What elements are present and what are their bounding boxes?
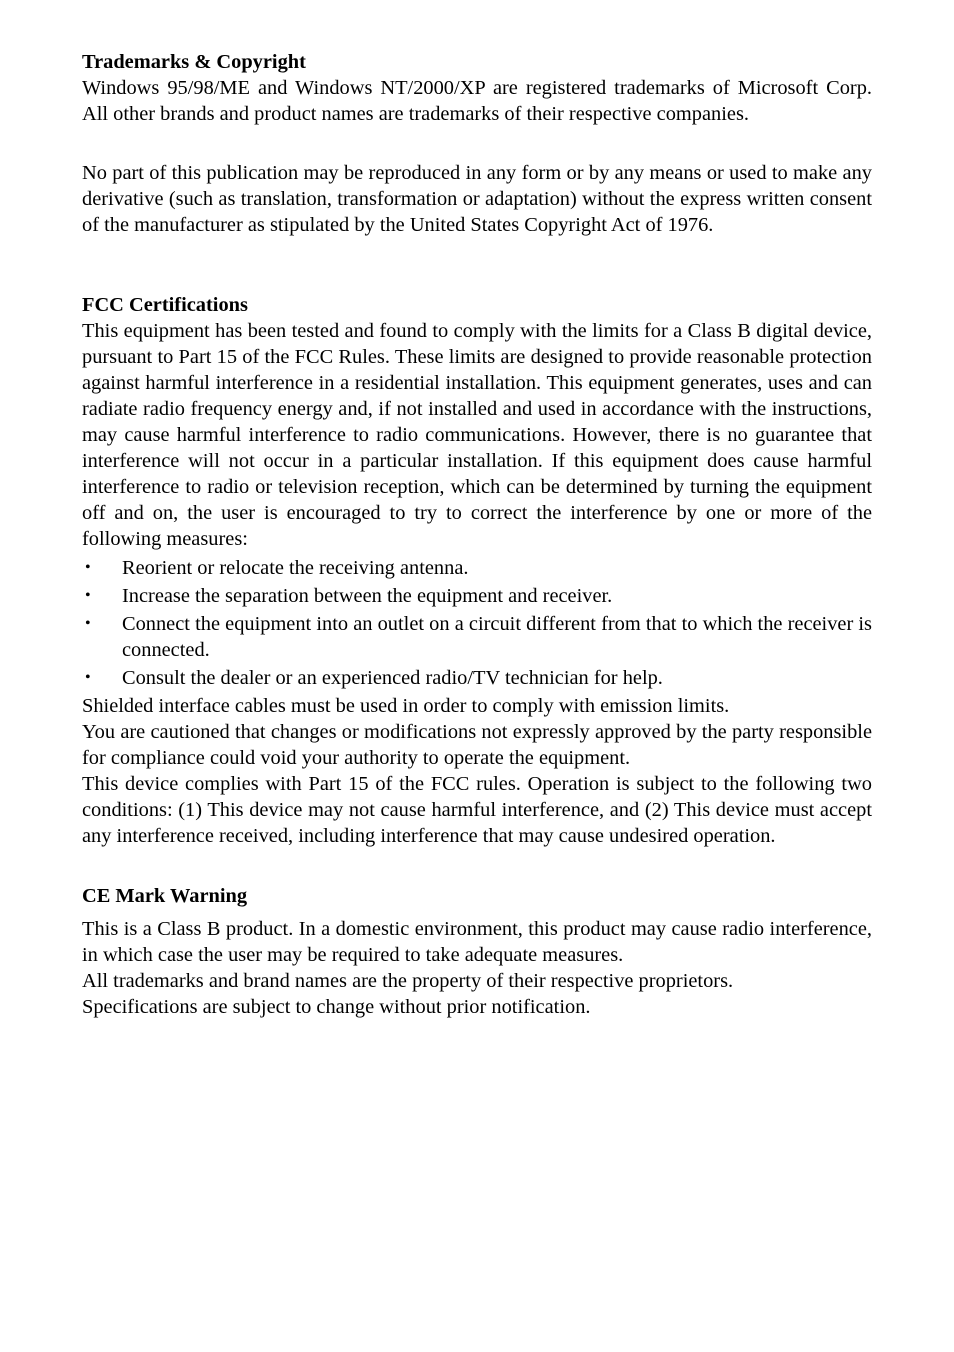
caution-paragraph: You are cautioned that changes or modifications not expressly approved by the party responsible for compliance could void your authority to operate the equipment. <box>82 721 872 770</box>
list-item <box>82 583 872 609</box>
list-item-text: Increase the separation between the equipment and receiver. <box>122 584 613 607</box>
fcc-intro-paragraph: This equipment has been tested and found to comply with the limits for a Class B digital device, pursuant to Part 15 of the FCC Rules. These limits are designed to provide reasonable protection against harmful interference in a residential installation. This equipment generates, uses and can radiate radio frequency energy and, if not installed and used in accordance with the instructions, may cause harmful interference to radio communications. However, there is no guarantee that interference will not occur in a particular installation. If this equipment does cause harmful interference to radio or television reception, which can be determined by turning the equipment off and on, the user is encouraged to try to correct the interference by one or more of the following measures: <box>82 319 872 551</box>
specifications-notice-paragraph: Specifications are subject to change without prior notification. <box>82 995 591 1018</box>
bullet-icon: • <box>85 586 91 604</box>
compliance-paragraph: This device complies with Part 15 of the FCC rules. Operation is subject to the following two conditions: (1) This device may not cause harmful interference, and (2) This device must accept any interference received, including interference that may cause undesired operation. <box>82 773 872 848</box>
fcc-measures-list <box>82 555 872 691</box>
copyright-paragraph: No part of this publication may be reproduced in any form or by any means or used to make any derivative (such as translation, transformation or adaptation) without the express written consent of the manufacturer as stipulated by the United States Copyright Act of 1976. <box>82 162 872 237</box>
trademarks-paragraph: Windows 95/98/ME and Windows NT/2000/XP are registered trademarks of Microsoft Corp. All other brands and product names are trademarks of their respective companies. <box>82 77 872 126</box>
list-item <box>82 555 872 581</box>
list-item-text: Connect the equipment into an outlet on a circuit different from that to which the receiver is connected. <box>122 612 872 661</box>
list-item <box>82 665 872 691</box>
ce-heading: CE Mark Warning <box>82 884 248 907</box>
bullet-icon: • <box>85 614 91 632</box>
trademark-notice-paragraph: All trademarks and brand names are the property of their respective proprietors. <box>82 969 734 992</box>
bullet-icon: • <box>85 668 91 686</box>
fcc-section <box>82 292 872 850</box>
list-item <box>82 611 872 663</box>
ce-warning-paragraph: This is a Class B product. In a domestic environment, this product may cause radio interference, in which case the user may be required to take adequate measures. <box>82 917 872 966</box>
ce-section <box>82 883 872 1020</box>
fcc-heading: FCC Certifications <box>82 293 248 316</box>
document-page <box>82 49 872 1020</box>
shielded-cables-paragraph: Shielded interface cables must be used in order to comply with emission limits. <box>82 694 730 717</box>
trademarks-section <box>82 49 872 239</box>
list-item-text: Consult the dealer or an experienced radio/TV technician for help. <box>122 666 663 689</box>
bullet-icon: • <box>85 558 91 576</box>
list-item-text: Reorient or relocate the receiving antenna. <box>122 556 469 579</box>
trademarks-heading: Trademarks & Copyright <box>82 51 306 73</box>
